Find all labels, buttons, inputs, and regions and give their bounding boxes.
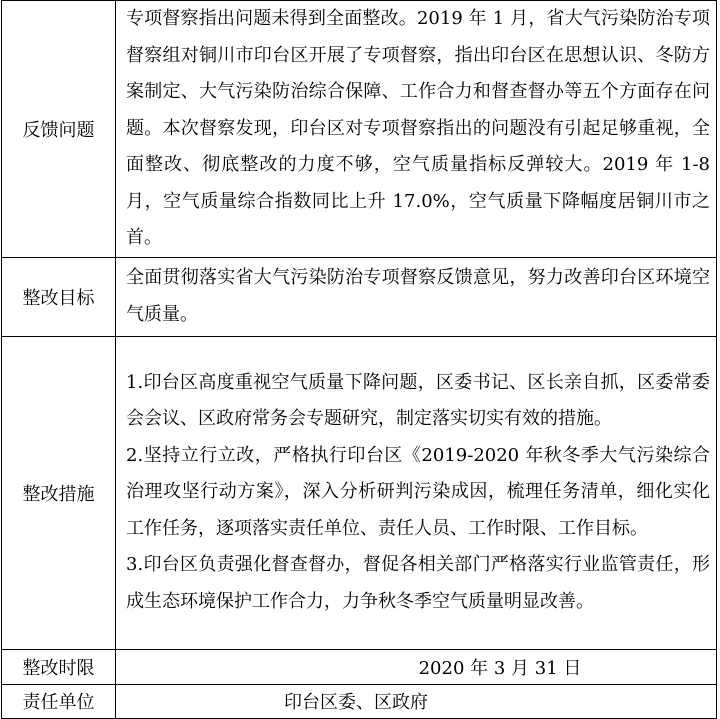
goal-text: [116, 257, 717, 336]
goal-label: 整改目标: [2, 257, 116, 336]
measure-item-3: 3.印台区负责强化督查督办，督促各相关部门严格落实行业监管责任，形成生态环境保护工作合力，力争秋冬季空气质量明显改善。: [126, 554, 710, 612]
feedback-paragraph: 专项督察指出问题未得到全面整改。2019 年 1 月，省大气污染防治专项督察组对铜川市印台区开展了专项督察，指出印台区在思想认识、冬防方案制定、大气污染防治综合保障、工作合力和督查督办等五个方面存在问题。本次督察发现，印台区对专项督察指出的问题没有引起足够重视，全面整改、彻底整改的力度不够，空气质量指标反弹较大。2019 年 1-8 月，空气质量综合指数同比上升 17.0%，空气质量下降幅度居铜川市之首。: [126, 8, 710, 248]
measure-item-1: 1.印台区高度重视空气质量下降问题，区委书记、区长亲自抓，区委常委会会议、区政府常务会专题研究，制定落实切实有效的措施。: [126, 371, 710, 430]
deadline-cell: [116, 649, 717, 684]
feedback-text: [116, 1, 717, 258]
rectification-table: [1, 0, 717, 719]
row-goal: [2, 257, 717, 336]
deadline-label: 整改时限: [2, 649, 116, 684]
deadline-value: 2020 年 3 月 31 日: [418, 657, 582, 679]
responsible-label: 责任单位: [2, 684, 116, 718]
row-responsible: [2, 684, 717, 718]
responsible-value: 印台区委、区政府: [284, 692, 428, 713]
goal-paragraph: 全面贯彻落实省大气污染防治专项督察反馈意见，努力改善印台区环境空气质量。: [126, 267, 710, 325]
measures-text: [116, 336, 717, 649]
feedback-label: 反馈问题: [2, 1, 116, 258]
row-deadline: [2, 649, 717, 684]
measure-item-2: 2.坚持立行立改，严格执行印台区《2019-2020 年秋冬季大气污染综合治理攻坚行动方案》，深入分析研判污染成因，梳理任务清单，细化实化工作任务，逐项落实责任单位、责任人员、工作时限、工作目标。: [126, 444, 710, 539]
row-measures: [2, 336, 717, 649]
responsible-cell: [116, 684, 717, 718]
measures-label: 整改措施: [2, 336, 116, 649]
row-feedback: [2, 1, 717, 258]
